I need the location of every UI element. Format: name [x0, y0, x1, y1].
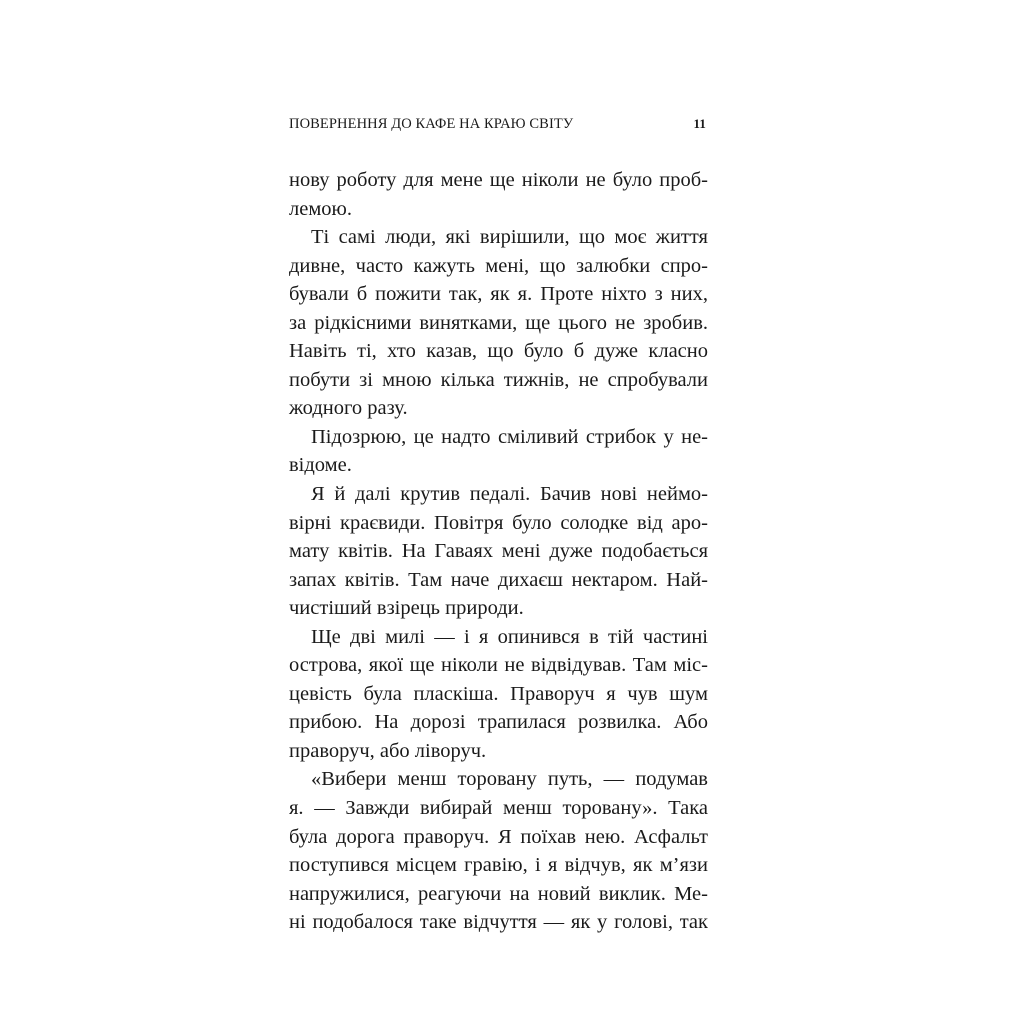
text-line: Я й далі крутив педалі. Бачив нові неймо- — [311, 483, 708, 506]
text-line: була дорога праворуч. Я поїхав нею. Асфальт — [289, 825, 708, 848]
text-line: Навіть ті, хто казав, що було б дуже класно — [289, 340, 708, 363]
text-line: бували б пожити так, як я. Проте ніхто з них, — [289, 283, 708, 306]
running-title: ПОВЕРНЕННЯ ДО КАФЕ НА КРАЮ СВІТУ — [289, 116, 574, 132]
text-line: відоме. — [289, 454, 352, 477]
text-line: дивне, часто кажуть мені, що залюбки спро- — [289, 254, 708, 277]
text-line: праворуч, або ліворуч. — [289, 739, 487, 762]
text-line: запах квітів. Там наче дихаєш нектаром. Най- — [289, 568, 708, 591]
text-line: вірні краєвиди. Повітря було солодке від аро- — [289, 511, 708, 534]
text-line: побути зі мною кілька тижнів, не спробували — [289, 368, 708, 391]
text-line: нову роботу для мене ще ніколи не було проб- — [289, 169, 708, 191]
text-line: за рідкісними винятками, ще цього не зробив. — [289, 311, 708, 334]
text-line: ні подобалося таке відчуття — як у голові, так — [289, 911, 708, 934]
text-line: жодного разу. — [289, 397, 408, 420]
text-line: острова, якої ще ніколи не відвідував. Там міс- — [289, 654, 708, 677]
text-line: лемою. — [289, 197, 352, 220]
text-line: поступився місцем гравію, і я відчув, як м’язи — [289, 854, 708, 877]
page-number: 11 — [693, 116, 706, 131]
text-line: «Вибери менш торовану путь, — подумав — [311, 768, 708, 791]
text-line: прибою. На дорозі трапилася розвилка. Або — [289, 711, 708, 734]
text-line: напружилися, реагуючи на новий виклик. Ме- — [289, 882, 708, 905]
running-header — [289, 116, 708, 136]
text-line: Підозрюю, це надто сміливий стрибок у не- — [311, 425, 708, 448]
text-line: я. — Завжди вибирай менш торовану». Така — [289, 797, 708, 820]
page-body-text — [289, 166, 708, 937]
text-line: Ті самі люди, які вирішили, що моє життя — [311, 226, 708, 249]
text-line: Ще дві милі — і я опинився в тій частині — [311, 625, 708, 648]
text-line: цевість була пласкіша. Праворуч я чув шум — [289, 682, 708, 705]
text-line: мату квітів. На Гаваях мені дуже подобається — [289, 540, 708, 563]
text-line: чистіший взірець природи. — [289, 597, 524, 620]
